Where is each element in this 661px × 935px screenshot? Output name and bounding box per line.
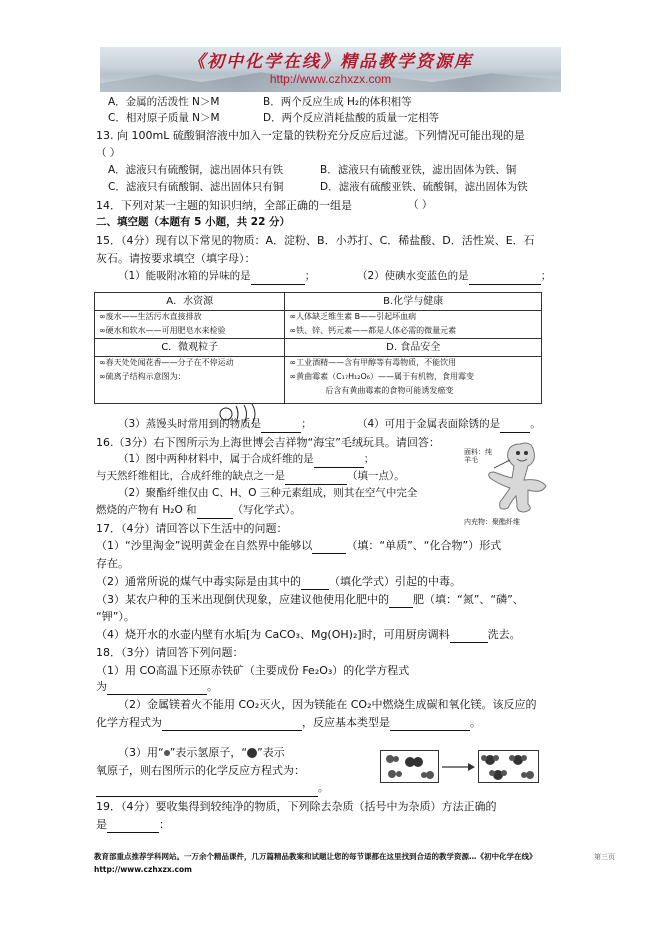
table-item: ∞春天处处闻花香——分子在不停运动 (99, 357, 234, 367)
haibao-label-filling: 内充物：聚酯纤维 (464, 518, 520, 526)
q15-part2-text: （2）使碘水变蓝色的是 (357, 270, 469, 282)
q18-part3 (118, 746, 285, 760)
q14-paren: （ ） (408, 199, 433, 211)
q16-part2b (96, 504, 301, 519)
table-head-a: A．水资源 (95, 293, 285, 311)
q13-option-d: D．滤液有硫酸亚铁、硫酸铜，滤出固体为铁 (320, 181, 528, 193)
q13-paren: （ ） (96, 147, 121, 159)
table-head-d: D. 食品安全 (285, 338, 542, 356)
q15-part4-text: （4）可用于金属表面除锈的是 (357, 418, 501, 430)
table-item: 后含有黄曲霉素的食物可能诱发癌变 (325, 385, 454, 395)
q15-blank-3[interactable] (261, 418, 301, 433)
q16-part2c-text: （写化学式）。 (232, 504, 301, 516)
q19-stem: 19．（4分）要收集得到较纯净的物质，下列除去杂质（括号中为杂质）方法正确的 (96, 800, 497, 813)
table-item: ∞人体缺乏维生素 B——引起坏血病 (289, 312, 417, 321)
table-item: ∞硫离子结构示意图为： (99, 372, 186, 382)
q16-blank-2[interactable] (285, 470, 347, 485)
q15-part4: （4）可用于金属表面除锈的是 。 (357, 418, 541, 433)
q18-part1: （1）用 CO高温下还原赤铁矿（主要成份 Fe₂O₃）的化学方程式 (96, 664, 410, 677)
q18-blank-4[interactable] (96, 782, 318, 797)
q17-part3b-text: 肥（填：“氮”、“磷”、 (413, 593, 524, 606)
header-banner (100, 47, 561, 92)
reaction-diagram (380, 750, 540, 784)
q17-part4b-text: 洗去。 (487, 628, 521, 641)
q18-part3c-text: ”表示 (257, 746, 285, 759)
table-head-b: B.化学与健康 (285, 293, 542, 311)
q18-blank-2[interactable] (162, 716, 302, 731)
q17-part3c: “钾”）。 (96, 610, 135, 623)
q15-stem-cont: 灰石。请按要求填空（填字母）： (96, 252, 256, 265)
q16-blank-3[interactable] (197, 504, 233, 519)
option-b: B．两个反应生成 H₂的体积相等 (263, 96, 412, 108)
q18-blank-1[interactable] (107, 680, 207, 695)
q17-blank-2[interactable] (301, 575, 329, 590)
q14-stem: 14．下列对某一主题的知识归纳，全部正确的一组是 (96, 199, 352, 212)
q16-stem: 16.（3分）右下图所示为上海世博会吉祥物“海宝”毛绒玩具。请回答： (96, 436, 440, 449)
table-cell-c (95, 356, 285, 403)
table-cell-d (285, 356, 542, 403)
table-item: ∞黄曲霉素（C₁₇H₁₂O₆）——属于有机物，食用霉变 (289, 372, 475, 382)
q16-part1: （1）图中两种材料中，属于合成纤维的是 ； (118, 453, 374, 468)
q18-part2b: 化学方程式为 ，反应基本类型是 。 (96, 716, 481, 731)
q13-option-b: B．滤液只有硫酸亚铁，滤出固体为铁、铜 (320, 164, 517, 176)
q16-part1b (96, 470, 405, 485)
haibao-label-fabric: 面料：纯羊毛 (464, 448, 492, 465)
footer-note: 教育部重点推荐学科网站。一万余个精品课件，几万篇精品教案和试题让您的每节课都在这里找到合适的教学资源…《初中化学在线》http://www.czhxzx.com (94, 852, 537, 874)
table-item: ∞铁、锌、钙元素——都是人体必需的微量元素 (289, 326, 457, 336)
q19-blank[interactable] (107, 818, 159, 833)
q17-part2 (96, 575, 461, 590)
q15-part3-text: （3）蒸馒头时常用到的物质是 (118, 418, 262, 430)
q18-part2b-text: 化学方程式为 (96, 716, 162, 729)
q15-part1: （1）能吸附冰箱的异味的是 ； (118, 270, 315, 285)
q13-option-a: A．滤液只有硫酸铜，滤出固体只有铁 (108, 164, 284, 176)
haibao-mascot-figure (462, 438, 556, 530)
q15-stem: 15．（4分）现有以下常见的物质：A．淀粉、B．小苏打、C．稀盐酸、D．活性炭、E．石 (96, 234, 535, 247)
q16-part1c-text: （填一点）。 (347, 470, 405, 482)
q16-part1-text: （1）图中两种材料中，属于合成纤维的是 (118, 453, 314, 465)
q15-blank-4[interactable] (500, 418, 530, 433)
q17-part1-text: （1）“沙里淘金”说明黄金在自然界中能够以 (96, 539, 313, 552)
q17-part2b-text: （填化学式）引起的中毒。 (329, 575, 461, 588)
q17-blank-3[interactable] (389, 593, 413, 608)
option-a: A．金属的活泼性 N＞M (108, 96, 220, 108)
table-cell-b (285, 311, 542, 339)
q18-part3-text: （3）用“ (118, 746, 164, 759)
oxygen-atom-icon (247, 748, 257, 758)
q19-stem-cont: 是 ： (96, 818, 170, 833)
option-c: C．相对原子质量 N＞M (108, 112, 220, 124)
knowledge-table (94, 292, 542, 404)
table-cell-a (95, 311, 285, 339)
q15-part3: （3）蒸馒头时常用到的物质是 ； (118, 418, 312, 433)
table-item: ∞工业酒精——含有甲醇等有毒物质，不能饮用 (289, 357, 457, 367)
table-head-c: C．微观粒子 (95, 338, 285, 356)
q16-part2b-text: 燃烧的产物有 H₂O 和 (96, 504, 197, 516)
q17-part4-text: （4）烧开水的水壶内壁有水垢[为 CaCO₃、Mg(OH)₂]时，可用厨房调料 (96, 628, 450, 641)
q19-stem-cont-text: 是 (96, 818, 107, 831)
q18-part1b: 为 。 (96, 680, 218, 695)
section-title: 二、填空题（本题有 5 小题，共 22 分） (96, 216, 291, 228)
q17-blank-4[interactable] (450, 628, 488, 643)
q17-part3 (96, 593, 524, 608)
q17-part1b-text: （填：“单质”、“化合物”）形式 (346, 539, 502, 552)
option-d: D．两个反应消耗盐酸的质量一定相等 (263, 112, 440, 124)
q13-stem: 13. 向 100mL 硫酸铜溶液中加入一定量的铁粉充分反应后过滤。下列情况可能出现的是 (96, 129, 525, 142)
q13-option-c: C．滤液只有硫酸铜、滤出固体只有铜 (108, 181, 284, 193)
q18-part3-answer: 。 (96, 782, 329, 797)
banner-title: 《初中化学在线》精品教学资源库 (188, 52, 473, 72)
q18-part3b-text: ”表示氢原子，“ (169, 746, 248, 759)
table-item: ∞硬水和软水——可用肥皂水来检验 (99, 326, 226, 336)
q15-part2: （2）使碘水变蓝色的是 ； (357, 270, 551, 285)
q15-blank-1[interactable] (251, 270, 305, 285)
q17-part3-text: （3）某农户种的玉米出现倒伏现象，应建议他使用化肥中的 (96, 593, 389, 606)
q18-stem: 18．（3分）请回答下列问题： (96, 646, 244, 659)
q16-part1b-text: 与天然纤维相比，合成纤维的缺点之一是 (96, 470, 285, 482)
q15-part1-text: （1）能吸附冰箱的异味的是 (118, 270, 251, 282)
q18-part1b-text: 为 (96, 680, 107, 693)
q15-blank-2[interactable] (469, 270, 541, 285)
q17-blank-1[interactable] (312, 539, 346, 554)
q18-part2c-text: ，反应基本类型是 (302, 716, 390, 729)
table-item: ∞废水——生活污水直接排放 (99, 312, 202, 321)
page-mark: 第三页 (594, 853, 615, 861)
q17-part4 (96, 628, 521, 643)
q18-blank-3[interactable] (390, 716, 470, 731)
q17-part1 (96, 539, 501, 554)
q17-stem: 17．（4分）请回答以下生活中的问题： (96, 522, 288, 535)
q18-part2: （2）金属镁着火不能用 CO₂灭火，因为镁能在 CO₂中燃烧生成碳和氧化镁。该反应的 (118, 698, 537, 711)
q17-part1c: 存在。 (96, 557, 129, 570)
banner-url[interactable]: http://www.czhxzx.com (269, 72, 392, 86)
q16-part2: （2）聚酯纤维仅由 C、H、O 三种元素组成，则其在空气中完全 (118, 487, 418, 499)
q16-blank-1[interactable] (314, 453, 364, 468)
q17-part2-text: （2）通常所说的煤气中毒实际是由其中的 (96, 575, 301, 588)
q18-part3d: 氧原子，则右图所示的化学反应方程式为： (96, 764, 305, 777)
